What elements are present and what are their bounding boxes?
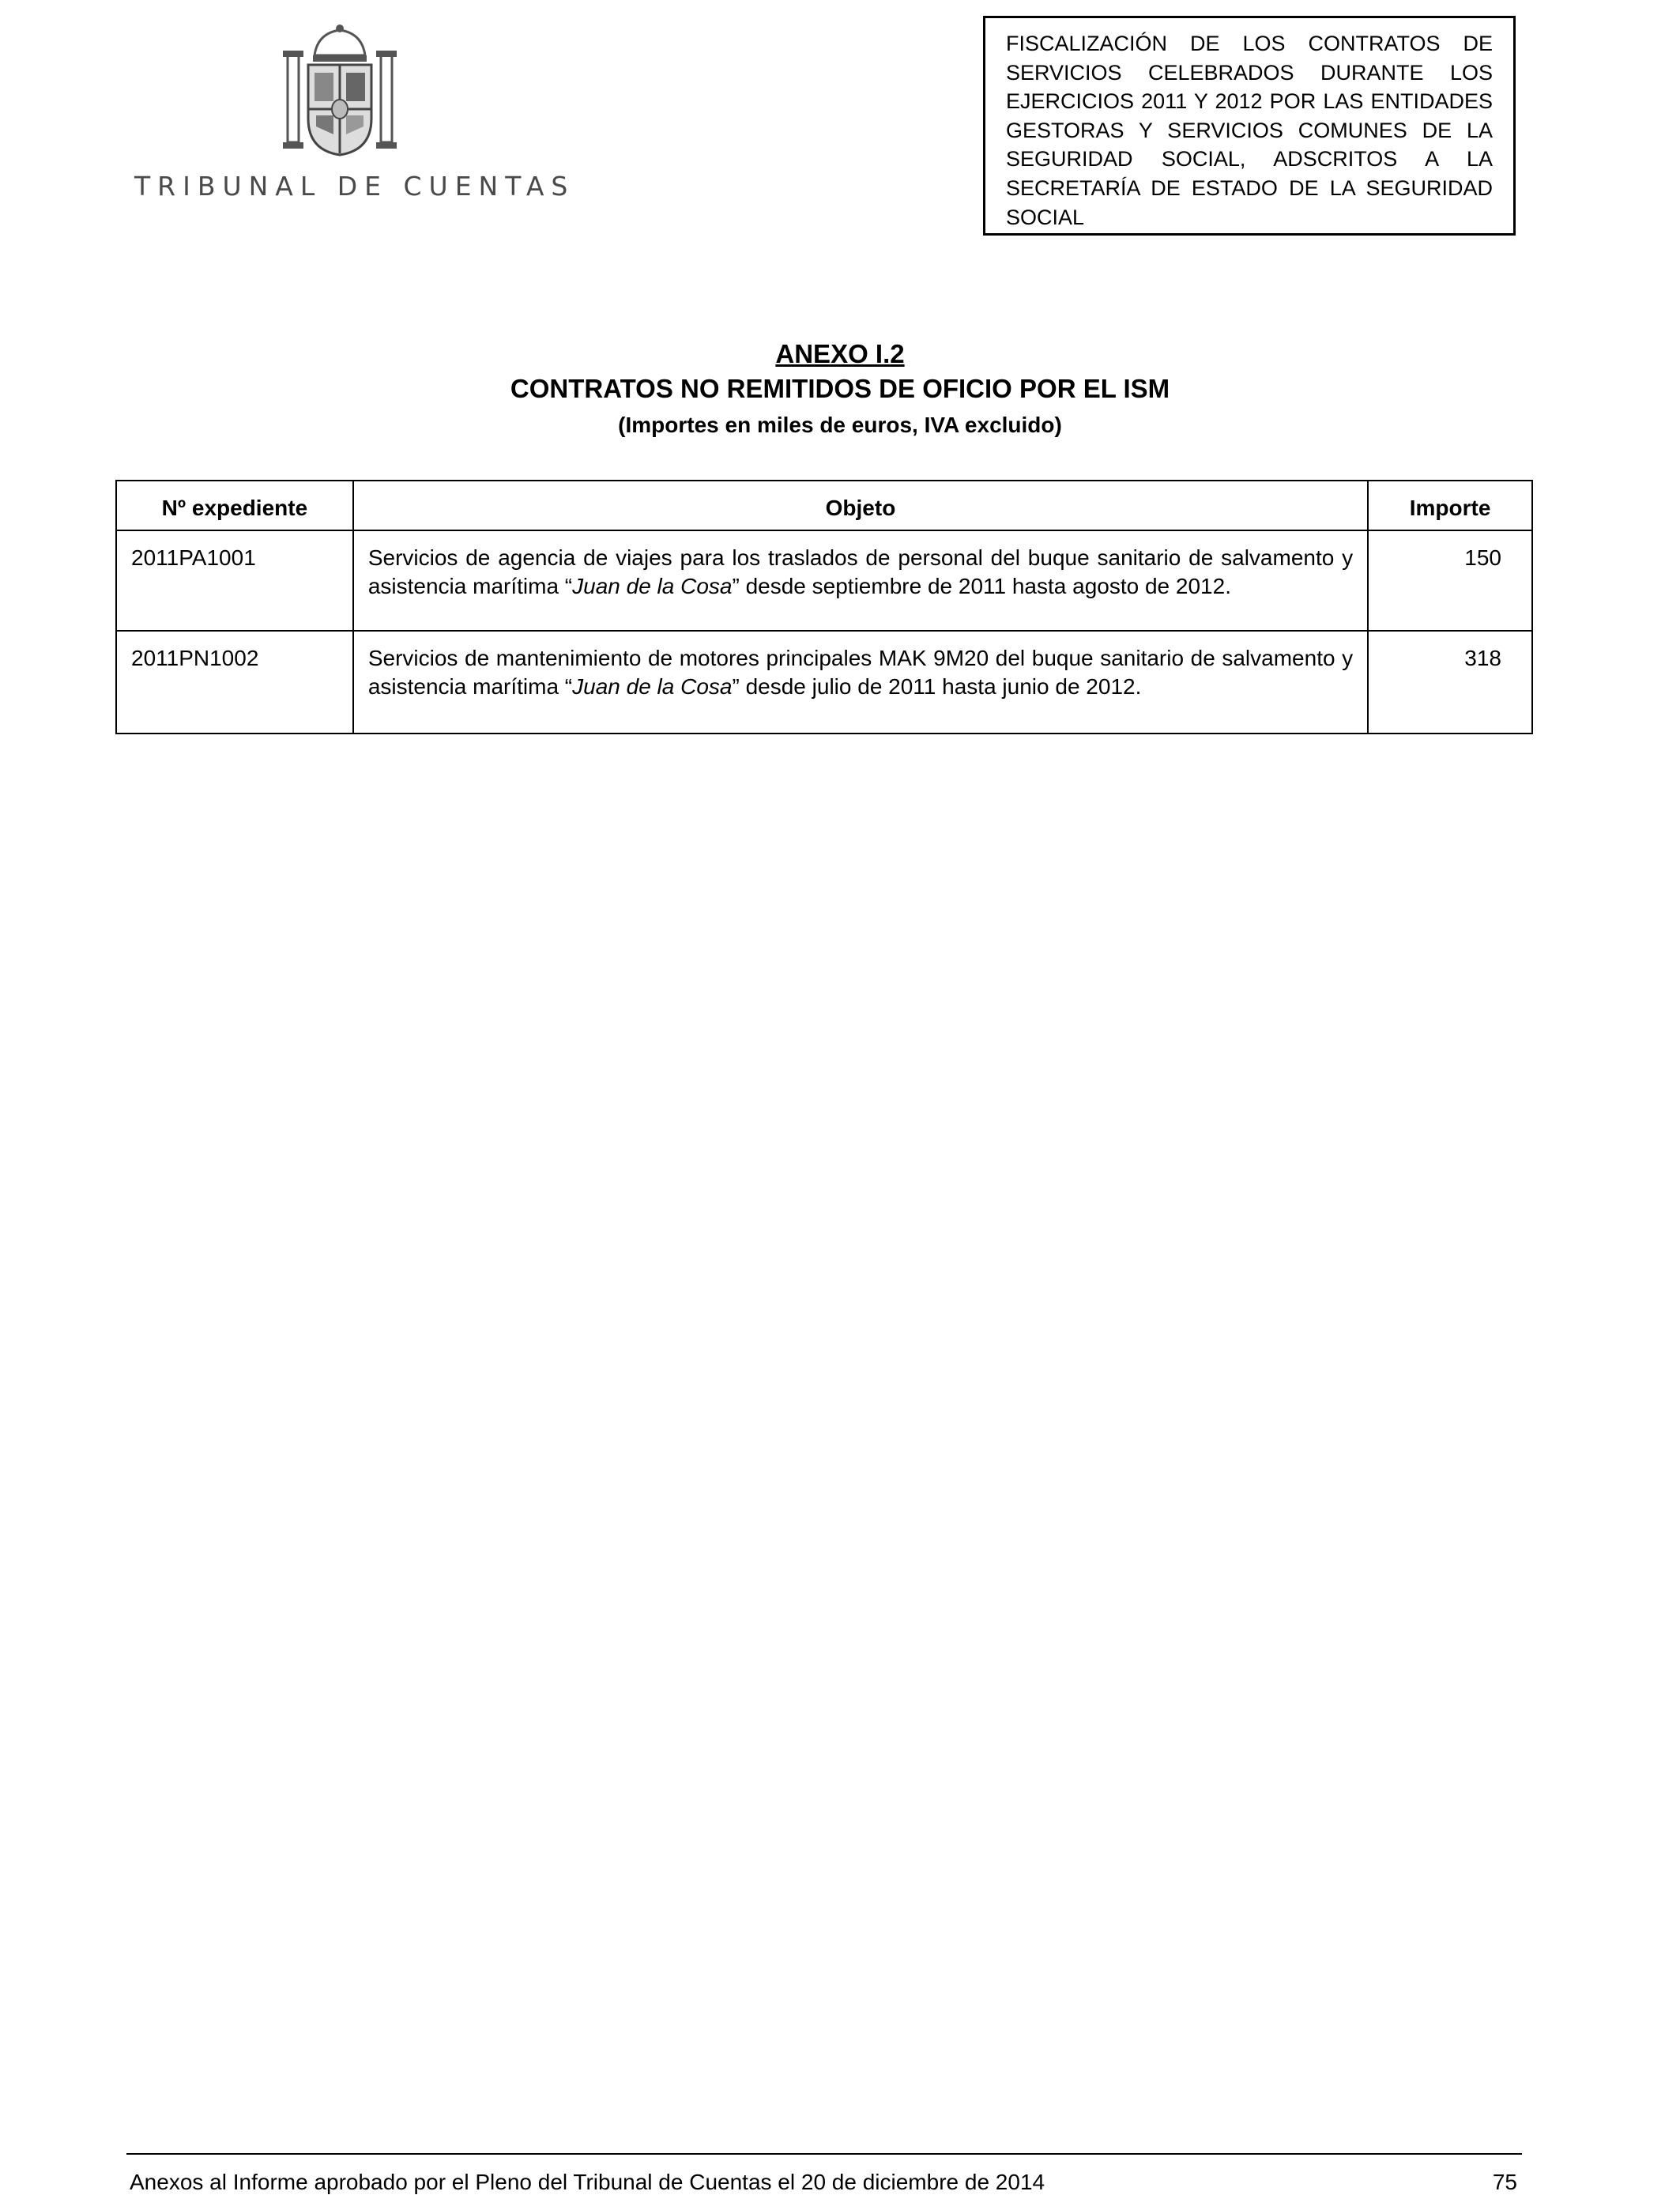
page-number: 75	[1492, 2170, 1517, 2194]
cell-importe: 150	[1368, 530, 1532, 631]
objeto-text: Servicios de agencia de viajes para los traslados de personal del buque sanitario de salvamento y asistencia marítima “	[367, 545, 1354, 598]
cell-importe: 318	[1368, 631, 1532, 734]
objeto-text: Servicios de mantenimiento de motores principales MAK 9M20 del buque sanitario de salvamento y asistencia marítima “	[367, 646, 1354, 699]
footer-divider	[126, 2153, 1522, 2155]
header-importe: Importe	[1368, 481, 1532, 530]
cell-objeto	[353, 530, 1368, 631]
institution-name: TRIBUNAL DE CUENTAS	[134, 171, 575, 202]
ship-name: Juan de la Cosa	[572, 574, 733, 598]
report-title-box	[983, 16, 1516, 236]
annex-titles	[0, 337, 1680, 443]
annex-number: ANEXO I.2	[775, 339, 905, 368]
contracts-table	[115, 480, 1533, 734]
footer-text: Anexos al Informe aprobado por el Pleno del Tribunal de Cuentas el 20 de diciembre de 2014	[130, 2170, 1045, 2194]
cell-objeto	[353, 631, 1368, 734]
header-expediente: Nº expediente	[116, 481, 353, 530]
objeto-text-end: ” desde septiembre de 2011 hasta agosto de 2012.	[732, 574, 1231, 598]
table-header-row	[116, 481, 1532, 530]
cell-expediente: 2011PN1002	[116, 631, 353, 734]
tribunal-logo	[126, 24, 575, 206]
annex-subtitle: (Importes en miles de euros, IVA excluido)	[618, 413, 1062, 437]
cell-expediente: 2011PA1001	[116, 530, 353, 631]
report-title-text: FISCALIZACIÓN DE LOS CONTRATOS DE SERVICIOS CELEBRADOS DURANTE LOS EJERCICIOS 2011 Y 2012 POR LAS ENTIDADES GESTORAS Y SERVICIOS COMUNES DE LA SEGURIDAD SOCIAL, ADSCRITOS A LA SECRETARÍA DE ESTADO DE LA SEGURIDAD SOCIAL	[1006, 32, 1493, 229]
table-row	[116, 631, 1532, 734]
ship-name: Juan de la Cosa	[572, 674, 733, 699]
table-row	[116, 530, 1532, 631]
royal-coat-of-arms-icon	[277, 24, 403, 158]
header-objeto: Objeto	[353, 481, 1368, 530]
objeto-text-end: ” desde julio de 2011 hasta junio de 2012.	[732, 674, 1142, 699]
annex-title: CONTRATOS NO REMITIDOS DE OFICIO POR EL ISM	[510, 374, 1170, 403]
